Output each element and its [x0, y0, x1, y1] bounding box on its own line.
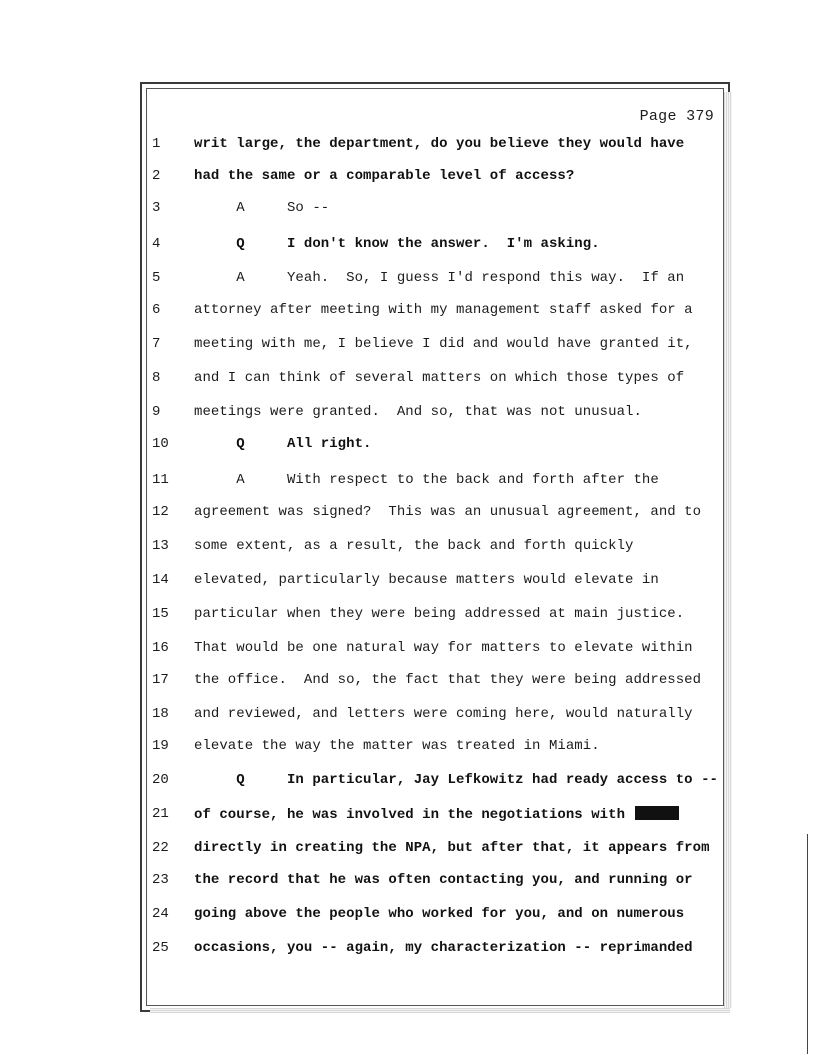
transcript-line	[0, 236, 816, 260]
line-text-content: writ large, the department, do you believe they would have	[194, 136, 685, 152]
line-text-content: That would be one natural way for matters to elevate within	[194, 640, 693, 656]
page-number: Page 379	[639, 108, 714, 125]
line-number: 8	[152, 370, 161, 386]
line-number: 21	[152, 806, 169, 822]
line-text	[194, 672, 701, 688]
line-text	[194, 472, 659, 488]
line-number: 22	[152, 840, 169, 856]
line-text-content: elevated, particularly because matters would elevate in	[194, 572, 659, 588]
line-number: 11	[152, 472, 169, 488]
line-number: 24	[152, 906, 169, 922]
line-text-content: going above the people who worked for you, and on numerous	[194, 906, 685, 922]
line-text	[194, 738, 600, 754]
line-text	[194, 806, 679, 823]
line-text-content: the record that he was often contacting you, and running or	[194, 872, 693, 888]
line-number: 18	[152, 706, 169, 722]
line-text	[194, 336, 693, 352]
transcript-line	[0, 270, 816, 294]
line-number: 6	[152, 302, 161, 318]
line-text	[194, 640, 693, 656]
line-text	[194, 236, 600, 252]
line-number: 16	[152, 640, 169, 656]
transcript-line	[0, 168, 816, 192]
line-number: 9	[152, 404, 161, 420]
line-text-content: elevate the way the matter was treated in Miami.	[194, 738, 600, 754]
line-text	[194, 572, 659, 588]
line-text-content: directly in creating the NPA, but after that, it appears from	[194, 840, 710, 856]
transcript-line	[0, 606, 816, 630]
line-number: 12	[152, 504, 169, 520]
line-text-content: some extent, as a result, the back and forth quickly	[194, 538, 634, 554]
line-text-content: Q In particular, Jay Lefkowitz had ready access to --	[194, 772, 718, 788]
transcript-line	[0, 436, 816, 460]
line-text	[194, 270, 684, 286]
transcript-line	[0, 706, 816, 730]
line-number: 10	[152, 436, 169, 452]
line-number: 15	[152, 606, 169, 622]
line-number: 20	[152, 772, 169, 788]
line-text	[194, 504, 701, 520]
line-text-content: A With respect to the back and forth after the	[194, 472, 659, 488]
line-text	[194, 404, 642, 420]
line-text	[194, 706, 693, 722]
line-text	[194, 200, 329, 216]
line-number: 7	[152, 336, 161, 352]
transcript-line	[0, 200, 816, 224]
line-text-content: had the same or a comparable level of access?	[194, 168, 575, 184]
transcript-line	[0, 572, 816, 596]
line-number: 5	[152, 270, 161, 286]
line-text-content: meeting with me, I believe I did and would have granted it,	[194, 336, 693, 352]
transcript-line	[0, 404, 816, 428]
transcript-line	[0, 538, 816, 562]
line-text	[194, 370, 684, 386]
line-text-content: agreement was signed? This was an unusual agreement, and to	[194, 504, 702, 520]
transcript-line	[0, 906, 816, 930]
transcript-line	[0, 806, 816, 830]
transcript-line	[0, 872, 816, 896]
line-text	[194, 872, 693, 888]
line-number: 19	[152, 738, 169, 754]
line-text-content: Q All right.	[194, 436, 372, 452]
transcript-line	[0, 940, 816, 964]
line-text	[194, 168, 574, 184]
transcript-line	[0, 136, 816, 160]
line-text-content: A So --	[194, 200, 330, 216]
transcript-line	[0, 640, 816, 664]
transcript-line	[0, 302, 816, 326]
line-text-content: attorney after meeting with my management staff asked for a	[194, 302, 693, 318]
line-text	[194, 772, 718, 788]
line-number: 13	[152, 538, 169, 554]
line-text	[194, 538, 633, 554]
transcript-line	[0, 672, 816, 696]
line-text-content: Q I don't know the answer. I'm asking.	[194, 236, 600, 252]
transcript-line	[0, 472, 816, 496]
line-text-content: and reviewed, and letters were coming here, would naturally	[194, 706, 693, 722]
transcript-line	[0, 336, 816, 360]
line-text-content: the office. And so, the fact that they were being addressed	[194, 672, 702, 688]
transcript-line	[0, 504, 816, 528]
line-number: 2	[152, 168, 161, 184]
line-number: 17	[152, 672, 169, 688]
line-text	[194, 906, 684, 922]
line-number: 25	[152, 940, 169, 956]
line-text-content: occasions, you -- again, my characterization -- reprimanded	[194, 940, 693, 956]
line-text-content: meetings were granted. And so, that was not unusual.	[194, 404, 642, 420]
redaction-block	[635, 806, 679, 820]
line-text-content: of course, he was involved in the negotiations with	[194, 807, 634, 823]
transcript-line	[0, 370, 816, 394]
transcript-line	[0, 772, 816, 796]
line-text	[194, 606, 684, 622]
line-number: 4	[152, 236, 161, 252]
line-number: 14	[152, 572, 169, 588]
frame-shadow-bottom	[150, 1008, 730, 1013]
line-number: 1	[152, 136, 161, 152]
line-text	[194, 940, 693, 956]
line-text	[194, 436, 371, 452]
line-number: 23	[152, 872, 169, 888]
transcript-line	[0, 840, 816, 864]
line-text	[194, 302, 693, 318]
line-text	[194, 136, 684, 152]
line-text-content: and I can think of several matters on which those types of	[194, 370, 685, 386]
line-text	[194, 840, 710, 856]
line-text-content: particular when they were being addressed at main justice.	[194, 606, 685, 622]
line-text-content: A Yeah. So, I guess I'd respond this way. If an	[194, 270, 685, 286]
line-number: 3	[152, 200, 161, 216]
transcript-line	[0, 738, 816, 762]
